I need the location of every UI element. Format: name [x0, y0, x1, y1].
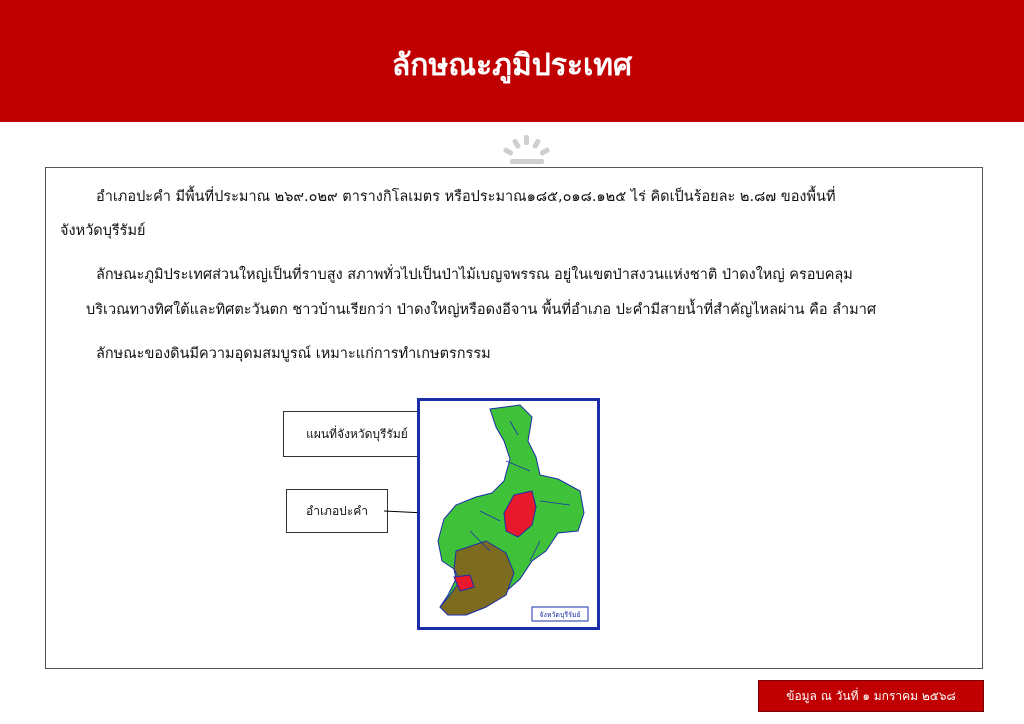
- header-bar: [0, 0, 1024, 122]
- date-badge: ข้อมูล ณ วันที่ ๑ มกราคม ๒๕๖๘: [758, 680, 984, 712]
- paragraph-soil: ลักษณะของดินมีความอุดมสมบูรณ์ เหมาะแก่การทำเกษตรกรรม: [96, 346, 491, 362]
- province-map-drawing: [420, 401, 597, 627]
- paragraph-terrain-line1: ลักษณะภูมิประเทศส่วนใหญ่เป็นที่ราบสูง สภาพทั่วไปเป็นป่าไม้เบญจพรรณ อยู่ในเขตป่าสงวนแห่งชาติ ป่าดงใหญ่ ครอบคลุม: [96, 267, 853, 283]
- paragraph-area-line1: อำเภอปะคำ มีพื้นที่ประมาณ ๒๖๙.๐๒๙ ตารางกิโลเมตร หรือประมาณ๑๘๕,๐๑๘.๑๒๕ ไร่ คิดเป็นร้อยละ ๒.๘๗ ของพื้นที่: [96, 189, 836, 205]
- paragraph-terrain-line2: บริเวณทางทิศใต้และทิศตะวันตก ชาวบ้านเรียกว่า ป่าดงใหญ่หรือดงอีจาน พื้นที่อำเภอ ปะคำมีสายน้ำที่สำคัญไหลผ่าน คือ ลำมาศ: [86, 302, 877, 318]
- map-inset-label: จังหวัดบุรีรัมย์: [539, 611, 581, 619]
- map-title-label: แผนที่จังหวัดบุรีรัมย์: [283, 411, 431, 457]
- paragraph-area-line2: จังหวัดบุรีรัมย์: [60, 223, 146, 239]
- district-label: อำเภอปะคำ: [286, 489, 388, 533]
- logo-watermark: [502, 133, 552, 165]
- page-title: ลักษณะภูมิประเทศ: [391, 48, 633, 83]
- province-map: [417, 398, 600, 630]
